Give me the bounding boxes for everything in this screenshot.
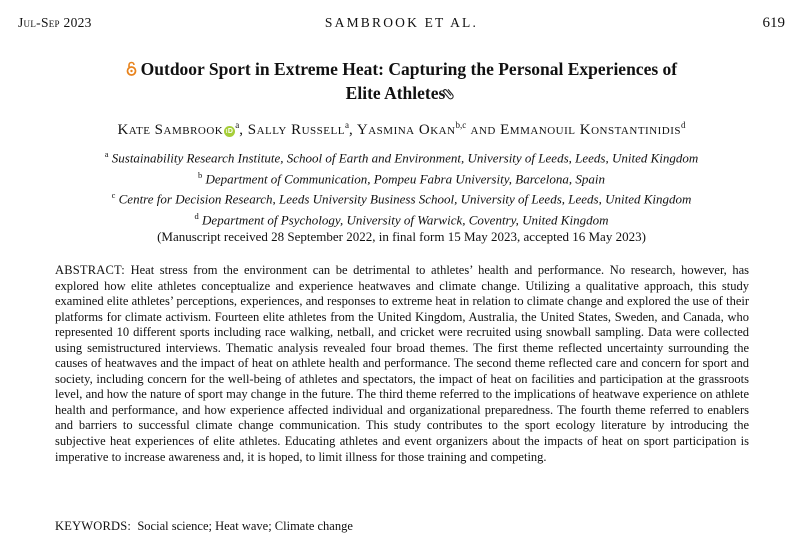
affiliation: $^a$ Sustainability Research Institute, School of Earth and Environment, University of Leeds, Leeds, United Kingdom: [104, 149, 699, 166]
author-affil-mark: d: [681, 120, 686, 130]
abstract-label: ABSTRACT:: [55, 263, 125, 277]
author-list: Kate Sambrook $iD^a$, Sally Russell$^a$, Yasmina Okan$^{b,c}$ and Emmanouil Konstantinidis$^d$: [117, 120, 686, 138]
running-head: SAMBROOK ET AL.: [324, 15, 479, 30]
orcid-icon[interactable]: iD: [226, 128, 234, 135]
title-line-2: Elite Athletes: [345, 83, 446, 103]
affiliation: $^b$ Department of Communication, Pompeu Fabra University, Barcelona, Spain: [197, 169, 606, 186]
paperclip-icon[interactable]: [440, 84, 463, 109]
title-line-1: Outdoor Sport in Extreme Heat: Capturing the Personal Experiences of: [140, 59, 678, 79]
article-title: [0, 58, 803, 107]
open-access-icon[interactable]: [126, 63, 141, 79]
author-name: Yasmina Okan: [356, 122, 456, 138]
author-name: Kate Sambrook: [117, 122, 224, 138]
keywords-text: Social science; Heat wave; Climate change: [137, 519, 353, 533]
author-name: Emmanouil Konstantinidis: [500, 122, 682, 138]
affiliation-list: [0, 146, 803, 229]
running-header: [18, 15, 785, 33]
author-affil-mark: a: [344, 120, 349, 130]
abstract-text: Heat stress from the environment can be detrimental to athletes’ health and performance. No research, however, has explored how elite athletes conceptualize and experience heatwaves and climate change. Utilizing a qualitative approach, this study examined elite athletes’ perceptions, experiences, and responses to extreme heat in relation to climate change and explored the use of their platforms for climate activism. Fourteen elite athletes from the United Kingdom, Australia, the United States, Sweden, and Canada, who represented 10 different sports including race walking, netball, and cricket were recruited using snowball sampling. Data were collected using semistructured interviews. Thematic analysis revealed four broad themes. The first theme reflected uncertainty surrounding the causes of heatwaves and the impact of heat on athlete health and performance. The second theme reflected care and concern for sport and society, including concern for the well-being of athletes and spectators, the impact of heat on facilities and participation at the grassroots level, and how the nature of sport may change in the future. The third theme referred to the implications of heatwave experience on athlete health and performance, and how experience affected individual and organizational preparedness. The fourth theme referred to enablers and barriers to successful climate change communication. This study contributes to the sport ecology literature by introducing the subjective heat experiences of elite athletes. Educating athletes and event organizers about the impacts of heat on sport participation is imperative to increase awareness and, it is hoped, to limit illness for those training and competing.: [55, 263, 750, 464]
affiliation: $^c$ Centre for Decision Research, Leeds University Business School, University of Leeds, Leeds, United Kingdom: [111, 190, 692, 207]
keywords: [55, 519, 353, 534]
keywords-label: KEYWORDS:: [55, 519, 132, 533]
issue-date: Jul-Sep 2023: [18, 15, 92, 30]
author-name: Sally Russell: [247, 122, 345, 138]
page-number: 619: [762, 15, 785, 31]
abstract: [55, 263, 749, 465]
author-affil-mark: b,c: [455, 120, 467, 130]
manuscript-dates: (Manuscript received 28 September 2022, in final form 15 May 2023, accepted 16 May 2023): [157, 229, 646, 244]
affiliation: $^d$ Department of Psychology, University of Warwick, Coventry, United Kingdom: [194, 210, 609, 228]
author-affil-mark: a: [235, 120, 240, 130]
